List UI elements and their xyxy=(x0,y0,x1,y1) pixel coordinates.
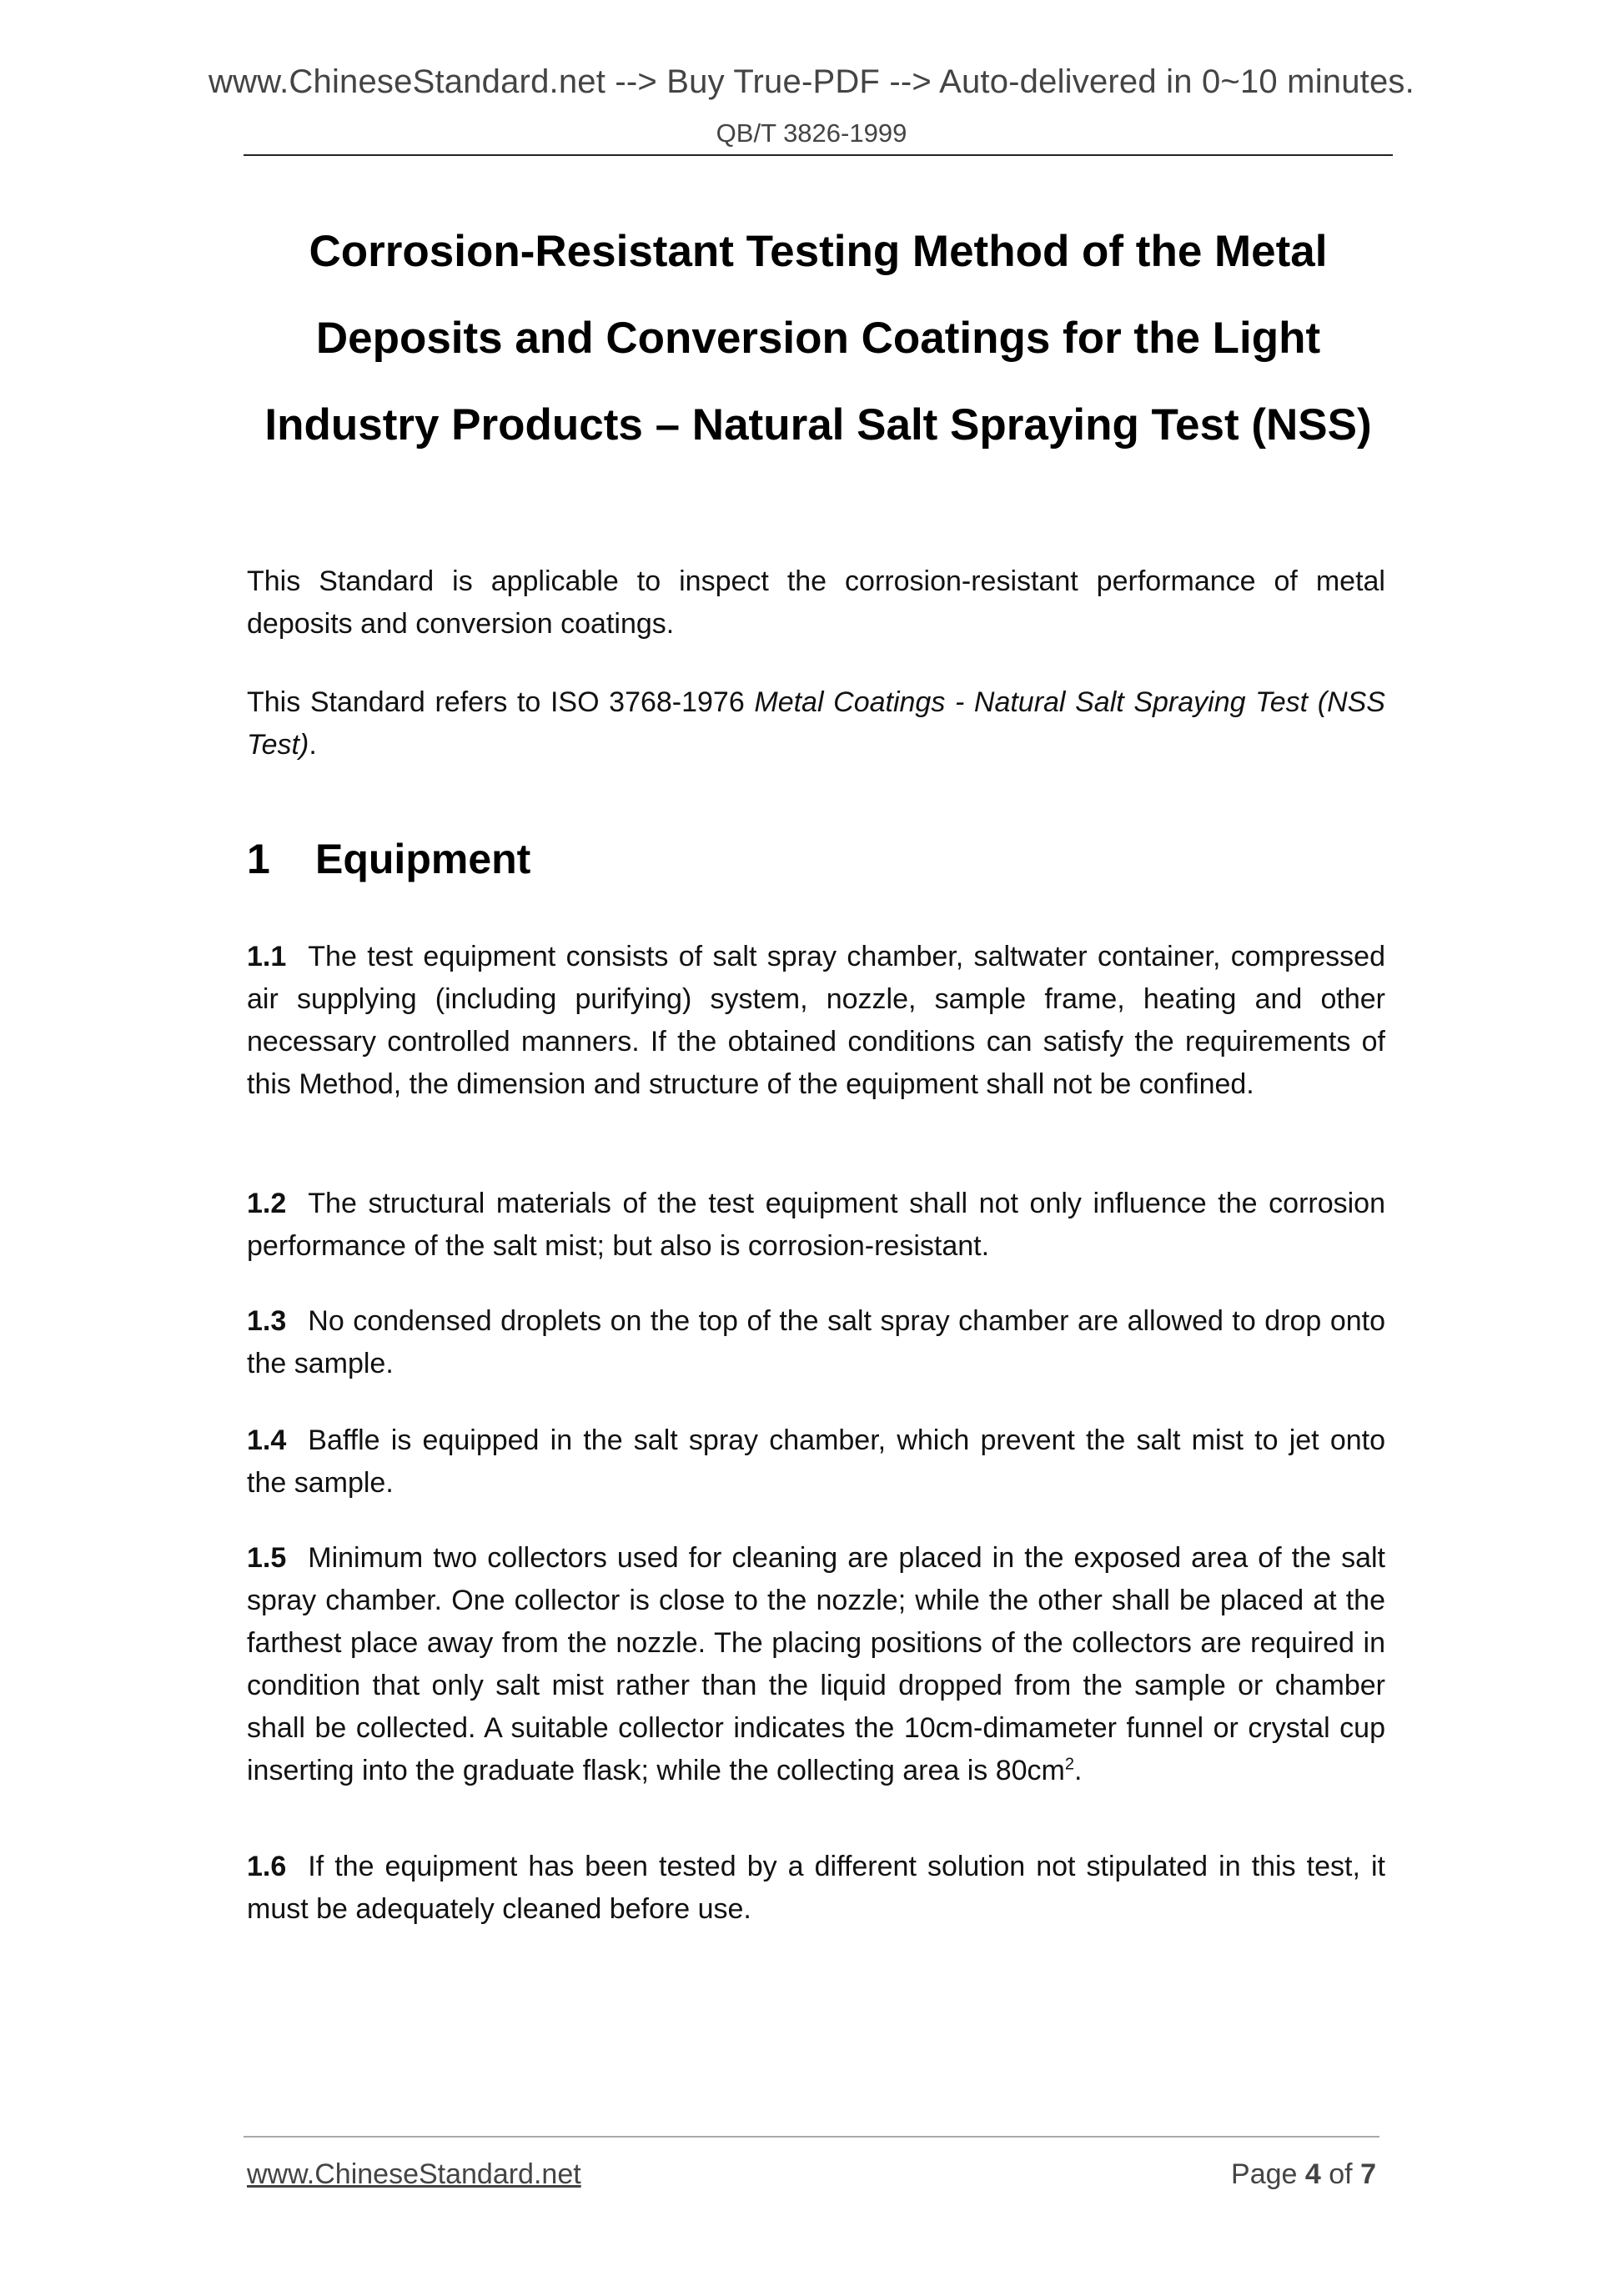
clause-1-5 xyxy=(247,1537,1385,1792)
clause-number: 1.6 xyxy=(247,1851,287,1882)
clause-text: The structural materials of the test equipment shall not only influence the corrosion performance of the salt mist; but also is corrosion-resistant. xyxy=(247,1188,1385,1262)
section-title: Equipment xyxy=(315,836,531,882)
title-line-2: Deposits and Conversion Coatings for the Light xyxy=(315,314,1321,363)
clause-text: No condensed droplets on the top of the salt spray chamber are allowed to drop onto the sample. xyxy=(247,1305,1385,1379)
clause-number: 1.5 xyxy=(247,1542,287,1574)
page-current: 4 xyxy=(1304,2158,1321,2190)
superscript: 2 xyxy=(1064,1755,1074,1774)
page-prefix: Page xyxy=(1231,2158,1305,2190)
clause-1-4 xyxy=(247,1419,1385,1505)
promo-banner[interactable]: www.ChineseStandard.net --> Buy True-PDF --> Auto-delivered in 0~10 minutes. xyxy=(209,63,1414,100)
clause-text: The test equipment consists of salt spray chamber, saltwater container, compressed air supplying (including purifying) system, nozzle, sample frame, heating and other necessary controlled manners. If the obtained conditions can satisfy the requirements of this Method, the dimension and structure of the equipment shall not be confined. xyxy=(247,941,1385,1100)
clause-1-1 xyxy=(247,936,1385,1106)
reference-end: . xyxy=(309,729,317,761)
clause-text: Baffle is equipped in the salt spray chamber, which prevent the salt mist to jet onto the sample. xyxy=(247,1424,1385,1499)
footer-divider xyxy=(244,2136,1379,2138)
clause-number: 1.4 xyxy=(247,1424,287,1456)
page-total: 7 xyxy=(1360,2158,1376,2190)
clause-text: Minimum two collectors used for cleaning are placed in the exposed area of the salt spray chamber. One collector is close to the nozzle; while the other shall be placed at the farthest place away from the nozzle. The placing positions of the collectors are required in condition that only salt mist rather than the liquid dropped from the sample or chamber shall be collected. A suitable collector indicates the 10cm-dimameter funnel or crystal cup inserting into the graduate flask; while the collecting area is 80cm xyxy=(247,1542,1385,1786)
reference-paragraph xyxy=(247,681,1385,766)
reference-title: Metal Coatings - Natural Salt Spraying Test (NSS Test) xyxy=(247,686,1385,761)
document-title xyxy=(244,208,1393,469)
header-divider xyxy=(244,154,1393,156)
clause-1-6 xyxy=(247,1846,1385,1931)
title-line-1: Corrosion-Resistant Testing Method of the Metal xyxy=(309,227,1328,276)
section-heading-equipment xyxy=(247,830,530,888)
clause-number: 1.1 xyxy=(247,941,287,972)
title-line-3: Industry Products – Natural Salt Spraying Test (NSS) xyxy=(264,400,1372,450)
clause-1-2 xyxy=(247,1183,1385,1268)
page-of: of xyxy=(1320,2158,1361,2190)
page-indicator xyxy=(1231,2158,1376,2191)
standard-code: QB/T 3826-1999 xyxy=(716,118,907,148)
reference-lead: This Standard refers to ISO 3768-1976 xyxy=(247,686,755,718)
clause-end: . xyxy=(1074,1755,1083,1786)
clause-1-3 xyxy=(247,1300,1385,1385)
footer-site-link[interactable]: www.ChineseStandard.net xyxy=(247,2158,581,2190)
clause-number: 1.3 xyxy=(247,1305,287,1337)
clause-text: If the equipment has been tested by a different solution not stipulated in this test, it must be adequately cleaned before use. xyxy=(247,1851,1385,1925)
section-number: 1 xyxy=(247,836,270,882)
scope-paragraph: This Standard is applicable to inspect the corrosion-resistant performance of metal deposits and conversion coatings. xyxy=(247,565,1385,640)
clause-number: 1.2 xyxy=(247,1188,287,1219)
